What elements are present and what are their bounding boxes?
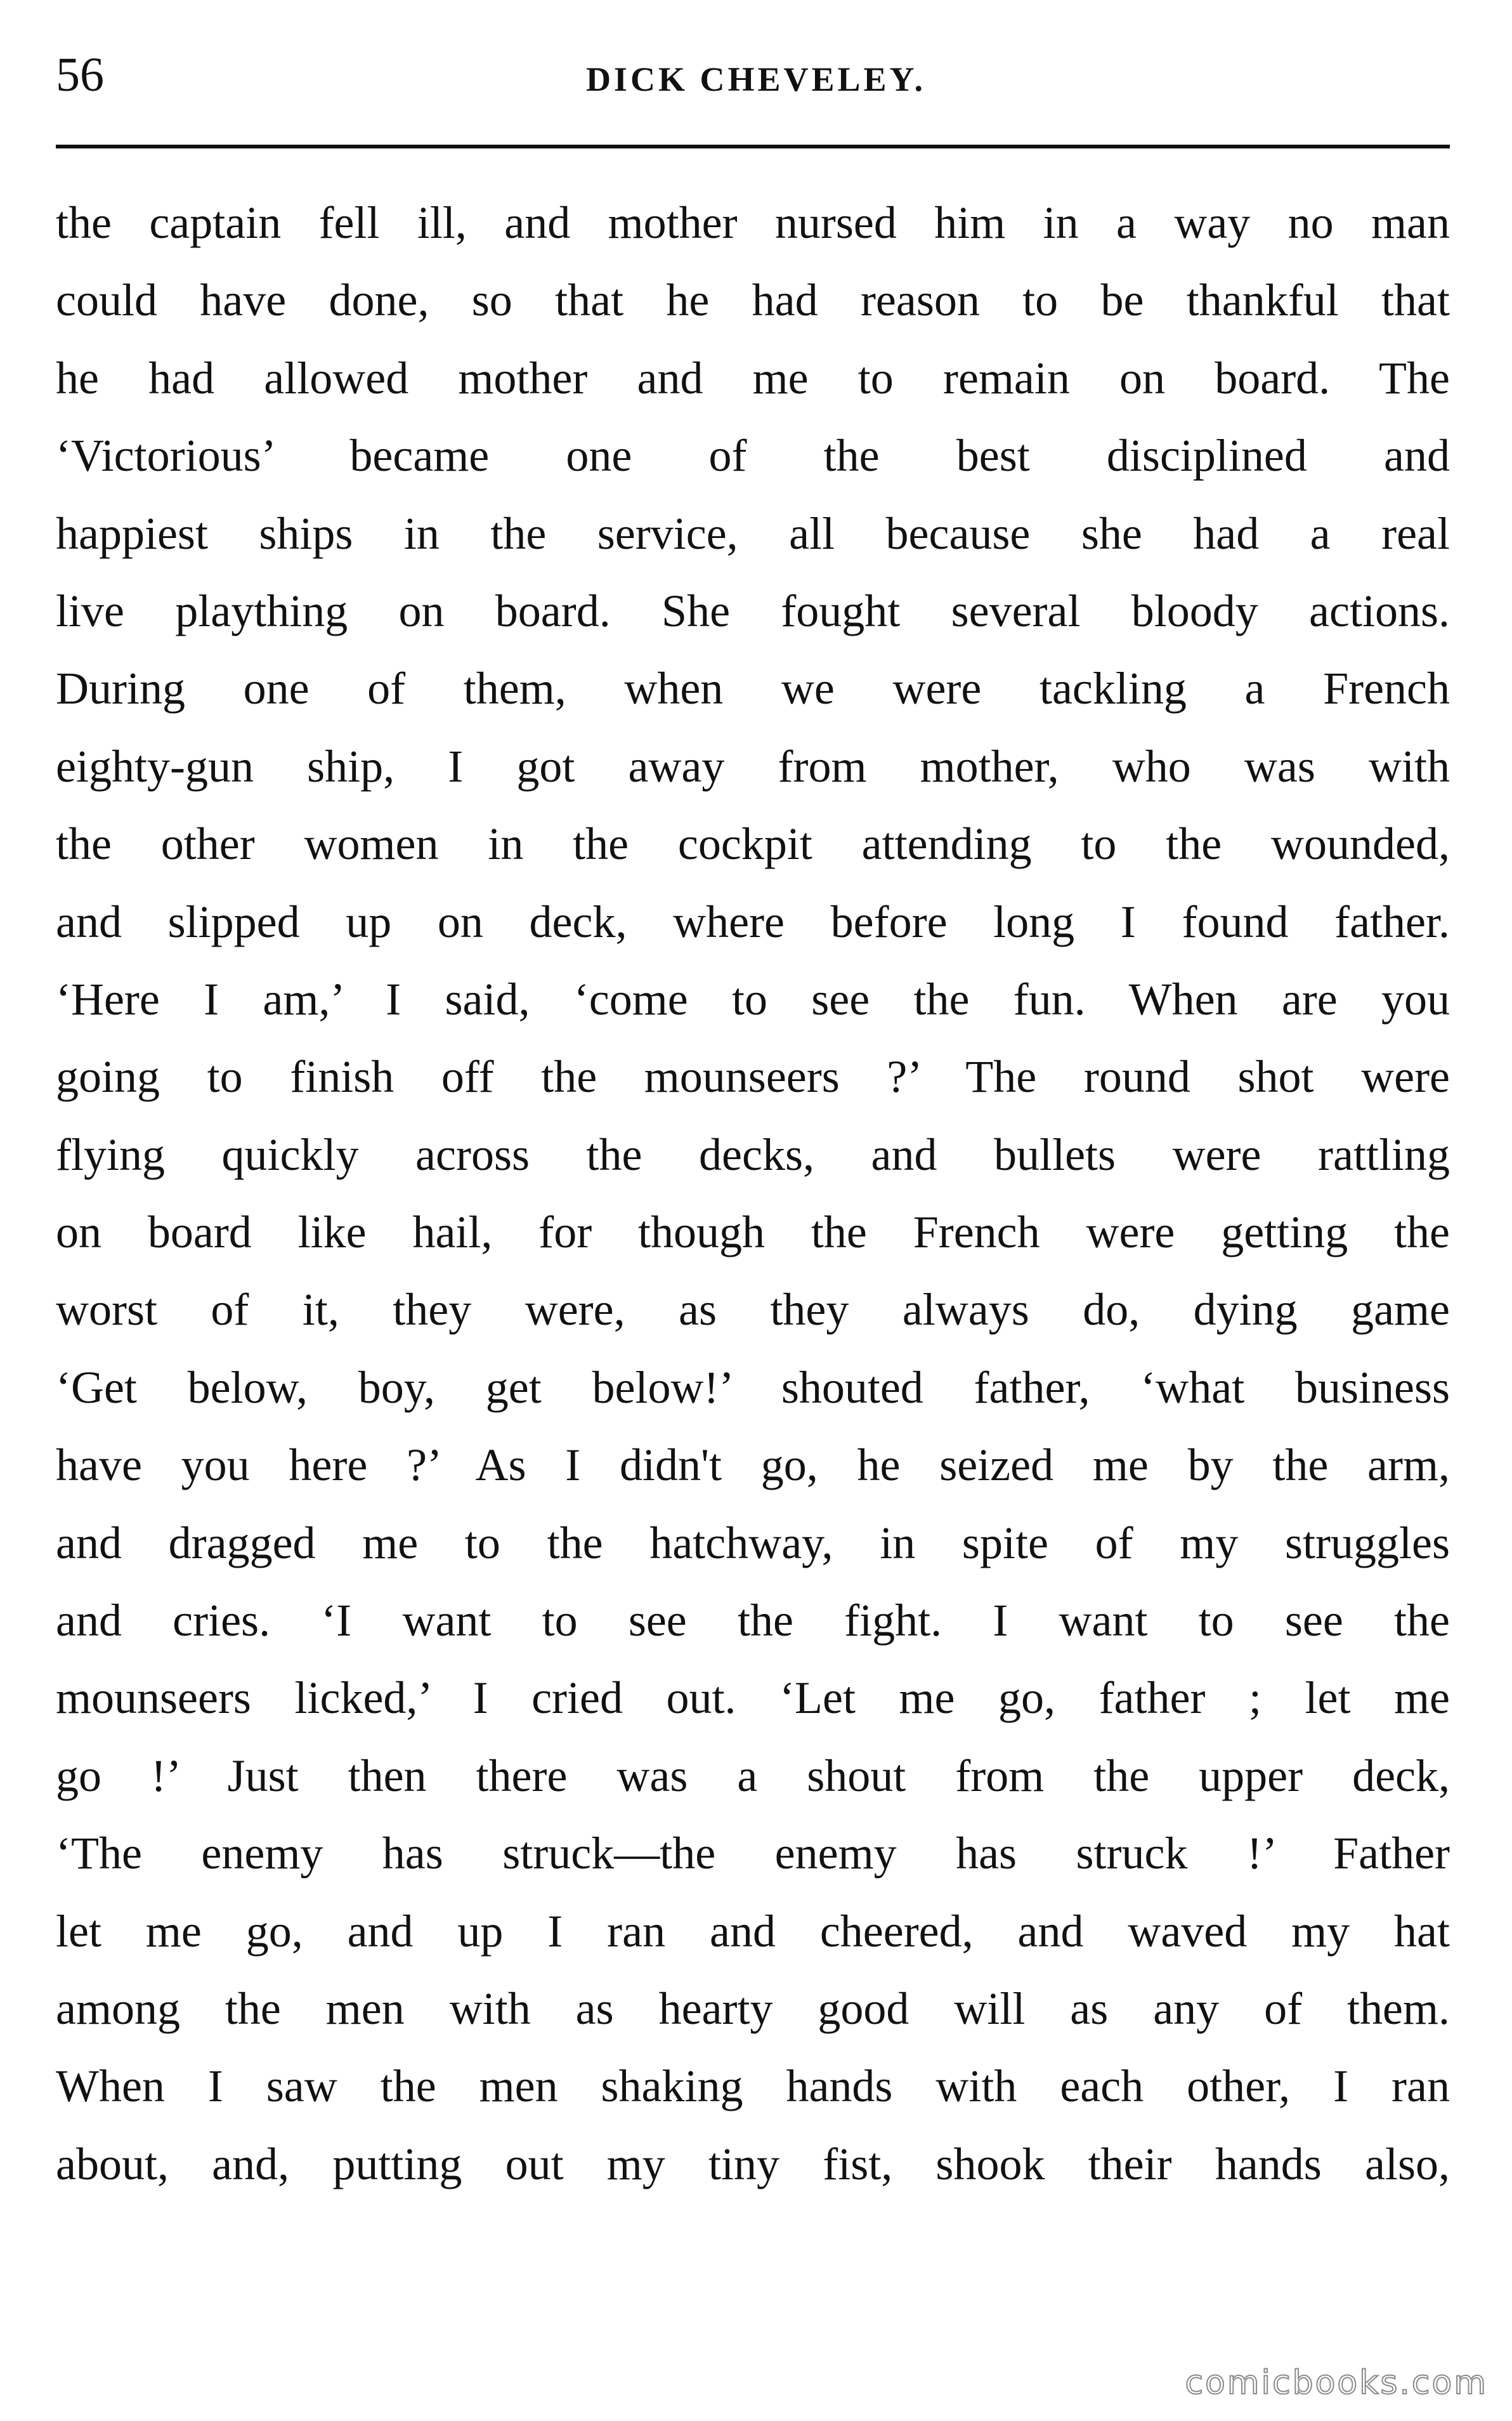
text-line: live plaything on board. She fought several bloody actions. xyxy=(56,585,1450,636)
text-line: worst of it, they were, as they always do, dying game xyxy=(56,1284,1450,1335)
text-line: on board like hail, for though the French were getting the xyxy=(56,1207,1450,1258)
text-line: and cries. ‘I want to see the fight. I want to see the xyxy=(56,1595,1450,1646)
text-line: go !’ Just then there was a shout from the upper deck, xyxy=(56,1750,1450,1801)
text-line: the captain fell ill, and mother nursed him in a way no man xyxy=(56,197,1450,248)
text-line: and slipped up on deck, where before long I found father. xyxy=(56,896,1450,947)
text-line: among the men with as hearty good will as any of them. xyxy=(56,1983,1450,2034)
header-rule xyxy=(56,145,1450,148)
text-line: happiest ships in the service, all because she had a real xyxy=(56,508,1450,559)
text-line: ‘Get below, boy, get below!’ shouted father, ‘what business xyxy=(56,1361,1450,1413)
text-line: When I saw the men shaking hands with each other, I ran xyxy=(56,2061,1450,2112)
text-line: and dragged me to the hatchway, in spite of my struggles xyxy=(56,1517,1450,1568)
text-line: eighty-gun ship, I got away from mother, who was with xyxy=(56,740,1450,792)
body-text xyxy=(56,184,1450,2203)
text-line: During one of them, when we were tackling a French xyxy=(56,663,1450,714)
page-number: 56 xyxy=(56,48,104,102)
text-line: could have done, so that he had reason to be thankful that xyxy=(56,275,1450,326)
text-line: ‘Here I am,’ I said, ‘come to see the fun. When are you xyxy=(56,973,1450,1025)
text-line: going to finish off the mounseers ?’ The round shot were xyxy=(56,1051,1450,1103)
text-line: let me go, and up I ran and cheered, and waved my hat xyxy=(56,1905,1450,1957)
running-title: DICK CHEVELEY. xyxy=(585,60,927,98)
text-line: mounseers licked,’ I cried out. ‘Let me go, father ; let me xyxy=(56,1672,1450,1724)
text-line: have you here ?’ As I didn't go, he seized me by the arm, xyxy=(56,1440,1450,1491)
watermark: comicbooks.com xyxy=(1185,2364,1488,2402)
text-line: ‘Victorious’ became one of the best disciplined and xyxy=(56,430,1450,482)
text-line: he had allowed mother and me to remain on board. The xyxy=(56,352,1450,404)
text-line: flying quickly across the decks, and bullets were rattling xyxy=(56,1129,1450,1180)
text-line: about, and, putting out my tiny fist, shook their hands also, xyxy=(56,2138,1450,2189)
text-line: ‘The enemy has struck—the enemy has struck !’ Father xyxy=(56,1828,1450,1879)
text-line: the other women in the cockpit attending to the wounded, xyxy=(56,818,1450,870)
